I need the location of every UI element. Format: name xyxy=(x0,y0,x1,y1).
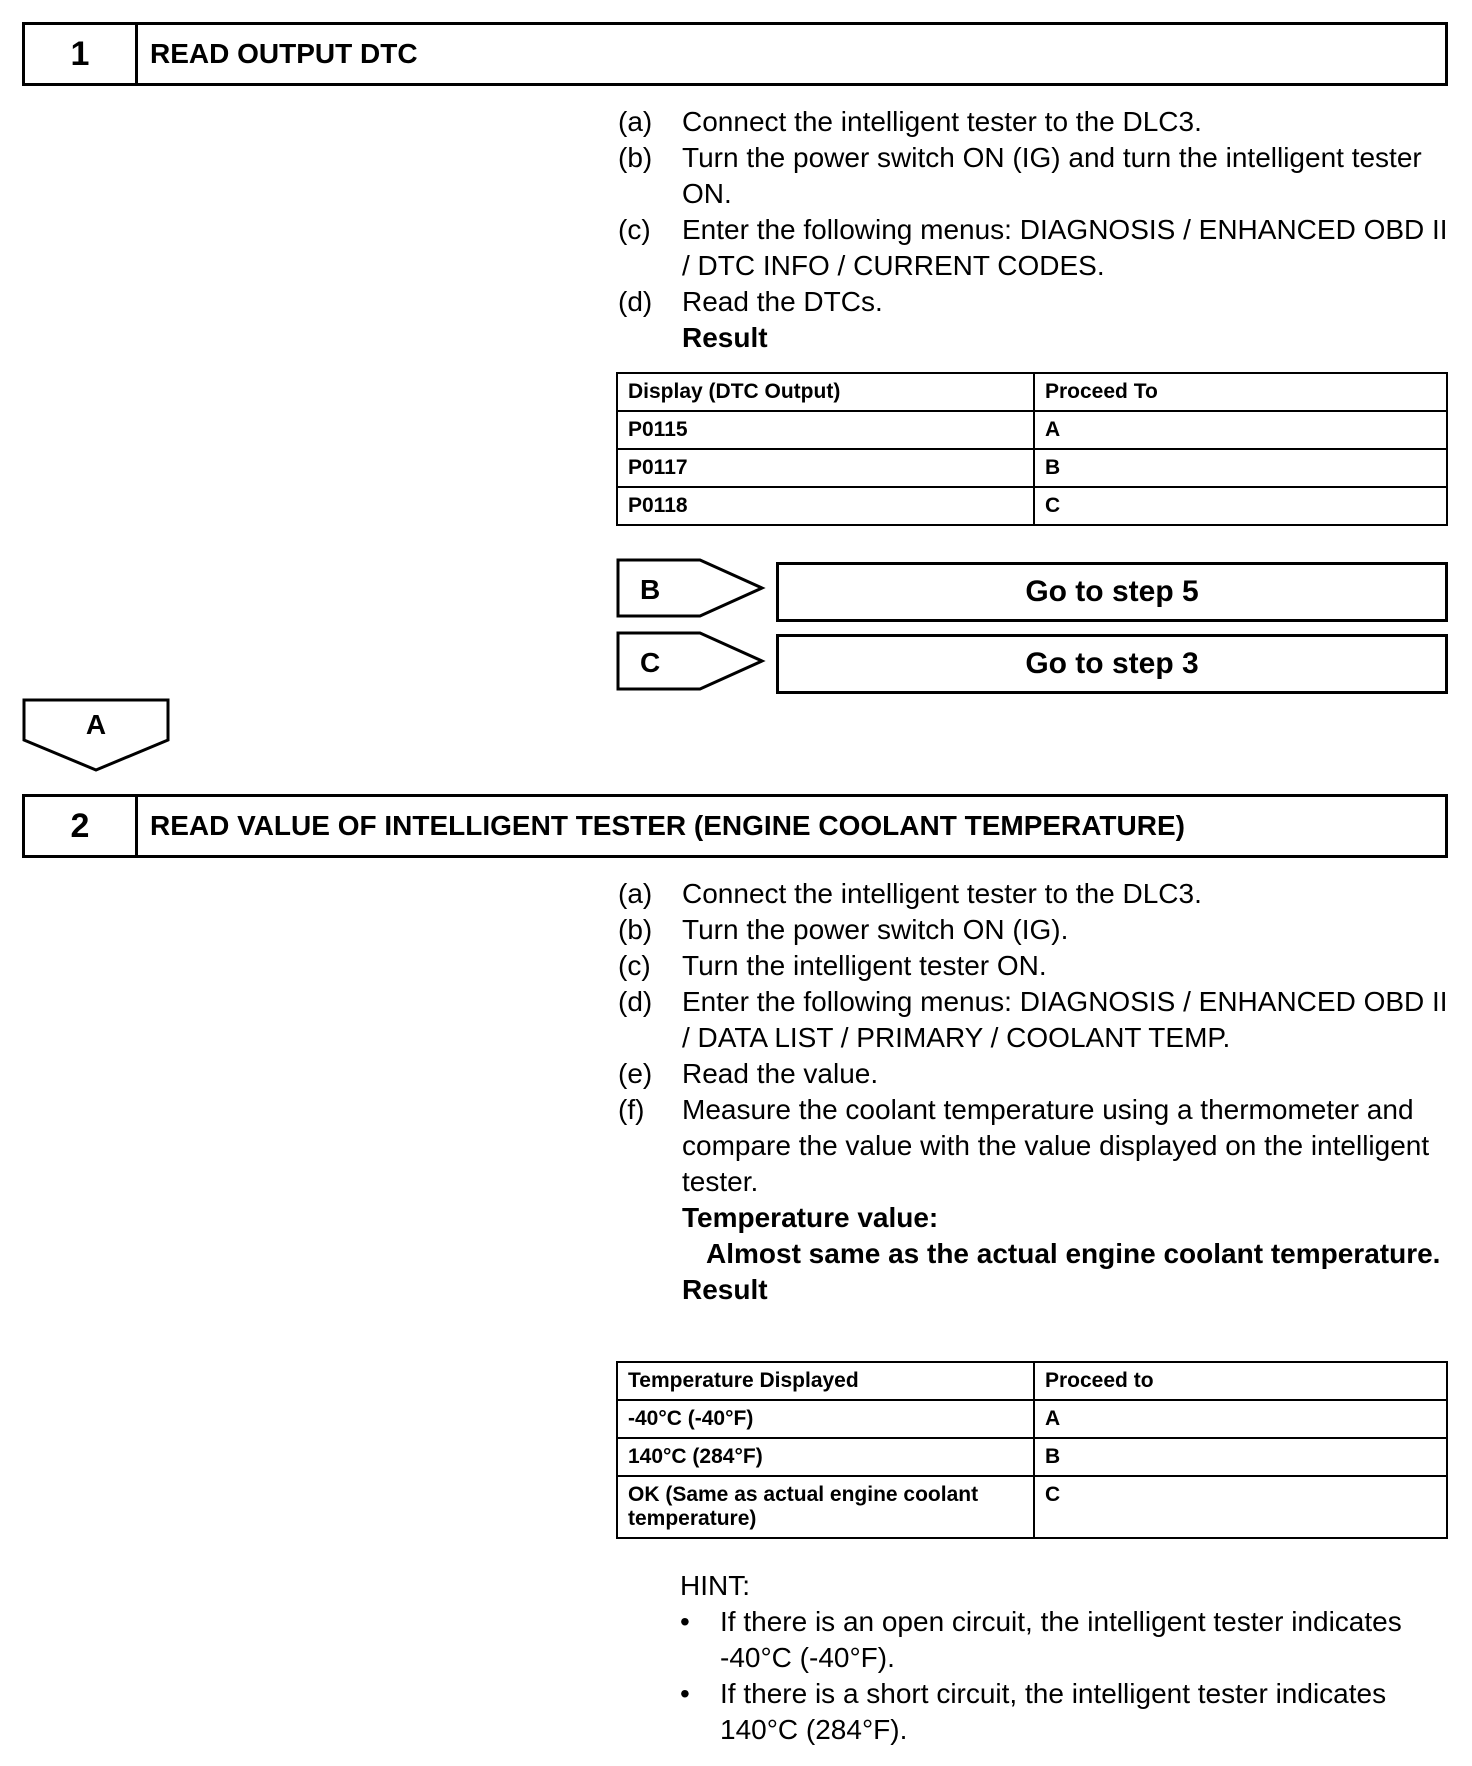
hint-item xyxy=(680,1604,1460,1676)
table-cell: C xyxy=(1034,1476,1447,1538)
procedure-letter: (c) xyxy=(618,214,651,245)
procedure-letter: (e) xyxy=(618,1058,653,1089)
hint-label: HINT: xyxy=(680,1570,750,1601)
table-header: Display (DTC Output) xyxy=(617,373,1034,411)
hint-item xyxy=(680,1676,1460,1748)
procedure-letter: (c) xyxy=(618,950,651,981)
procedure-letter: (a) xyxy=(618,878,653,909)
go-to-step-5-box: Go to step 5 xyxy=(776,562,1448,622)
temperature-result-table xyxy=(616,1361,1448,1539)
procedure-text: Read the value. xyxy=(682,1058,879,1089)
table-cell: B xyxy=(1034,449,1447,487)
table-cell: 140°C (284°F) xyxy=(617,1438,1034,1476)
spec-label: Temperature value: xyxy=(682,1202,939,1233)
hint-text: If there is a short circuit, the intelligent tester indicates 140°C (284°F). xyxy=(720,1678,1387,1745)
procedure-item xyxy=(618,284,1448,320)
table-header: Temperature Displayed xyxy=(617,1362,1034,1400)
procedure-item xyxy=(618,984,1448,1056)
step-title: READ VALUE OF INTELLIGENT TESTER (ENGINE COOLANT TEMPERATURE) xyxy=(150,810,1185,841)
step-2-procedure xyxy=(618,876,1448,1308)
table-header: Proceed To xyxy=(1034,373,1447,411)
procedure-text: Connect the intelligent tester to the DLC3. xyxy=(682,878,1202,909)
procedure-letter: (a) xyxy=(618,106,653,137)
branch-b-arrow xyxy=(616,558,766,618)
spec-value: Almost same as the actual engine coolant temperature. xyxy=(706,1238,1441,1269)
procedure-item xyxy=(618,140,1448,212)
branch-label: C xyxy=(640,647,661,678)
table-row xyxy=(617,1400,1447,1438)
table-row xyxy=(617,1438,1447,1476)
step-title: READ OUTPUT DTC xyxy=(150,38,418,69)
procedure-item xyxy=(618,1056,1448,1092)
table-row xyxy=(617,449,1447,487)
go-to-step-3-box: Go to step 3 xyxy=(776,634,1448,694)
bullet-icon: • xyxy=(680,1678,690,1709)
step-number: 1 xyxy=(25,25,138,83)
table-cell: A xyxy=(1034,1400,1447,1438)
procedure-text: Enter the following menus: DIAGNOSIS / ENHANCED OBD II / DATA LIST / PRIMARY / COOLANT TEMP. xyxy=(682,986,1448,1053)
procedure-item xyxy=(618,948,1448,984)
table-row xyxy=(617,1476,1447,1538)
hint-section xyxy=(680,1568,1460,1748)
table-cell: -40°C (-40°F) xyxy=(617,1400,1034,1438)
procedure-letter: (d) xyxy=(618,986,653,1017)
step-2-header xyxy=(22,794,1448,858)
table-header-row xyxy=(617,373,1447,411)
procedure-letter: (d) xyxy=(618,286,653,317)
procedure-letter: (b) xyxy=(618,142,653,173)
procedure-item xyxy=(618,104,1448,140)
table-cell: P0117 xyxy=(617,449,1034,487)
procedure-item xyxy=(618,212,1448,284)
procedure-text: Measure the coolant temperature using a thermometer and compare the value with the value displayed on the intelligent tester. xyxy=(682,1094,1430,1197)
procedure-text: Read the DTCs. xyxy=(682,286,883,317)
table-row xyxy=(617,411,1447,449)
procedure-letter: (f) xyxy=(618,1094,645,1125)
table-row xyxy=(617,487,1447,525)
table-cell: B xyxy=(1034,1438,1447,1476)
table-header: Proceed to xyxy=(1034,1362,1447,1400)
procedure-item xyxy=(618,912,1448,948)
dtc-result-table xyxy=(616,372,1448,526)
procedure-item xyxy=(618,1092,1448,1200)
procedure-text: Turn the power switch ON (IG). xyxy=(682,914,1069,945)
branch-c-arrow xyxy=(616,631,766,691)
procedure-text: Turn the power switch ON (IG) and turn the intelligent tester ON. xyxy=(682,142,1422,209)
continue-a-arrow xyxy=(22,698,172,772)
table-cell: A xyxy=(1034,411,1447,449)
result-label: Result xyxy=(682,322,768,353)
step-number: 2 xyxy=(25,797,138,855)
continue-label: A xyxy=(85,709,107,740)
procedure-text: Connect the intelligent tester to the DLC3. xyxy=(682,106,1202,137)
table-header-row xyxy=(617,1362,1447,1400)
procedure-item xyxy=(618,876,1448,912)
procedure-text: Enter the following menus: DIAGNOSIS / ENHANCED OBD II / DTC INFO / CURRENT CODES. xyxy=(682,214,1448,281)
table-cell: P0115 xyxy=(617,411,1034,449)
table-cell: C xyxy=(1034,487,1447,525)
step-1-header xyxy=(22,22,1448,86)
procedure-letter: (b) xyxy=(618,914,653,945)
table-cell: OK (Same as actual engine coolant temperature) xyxy=(617,1476,1034,1538)
branch-label: B xyxy=(640,574,661,605)
table-cell: P0118 xyxy=(617,487,1034,525)
bullet-icon: • xyxy=(680,1606,690,1637)
hint-text: If there is an open circuit, the intelligent tester indicates -40°C (-40°F). xyxy=(720,1606,1402,1673)
step-1-procedure xyxy=(618,104,1448,356)
procedure-text: Turn the intelligent tester ON. xyxy=(682,950,1047,981)
result-label: Result xyxy=(682,1274,768,1305)
